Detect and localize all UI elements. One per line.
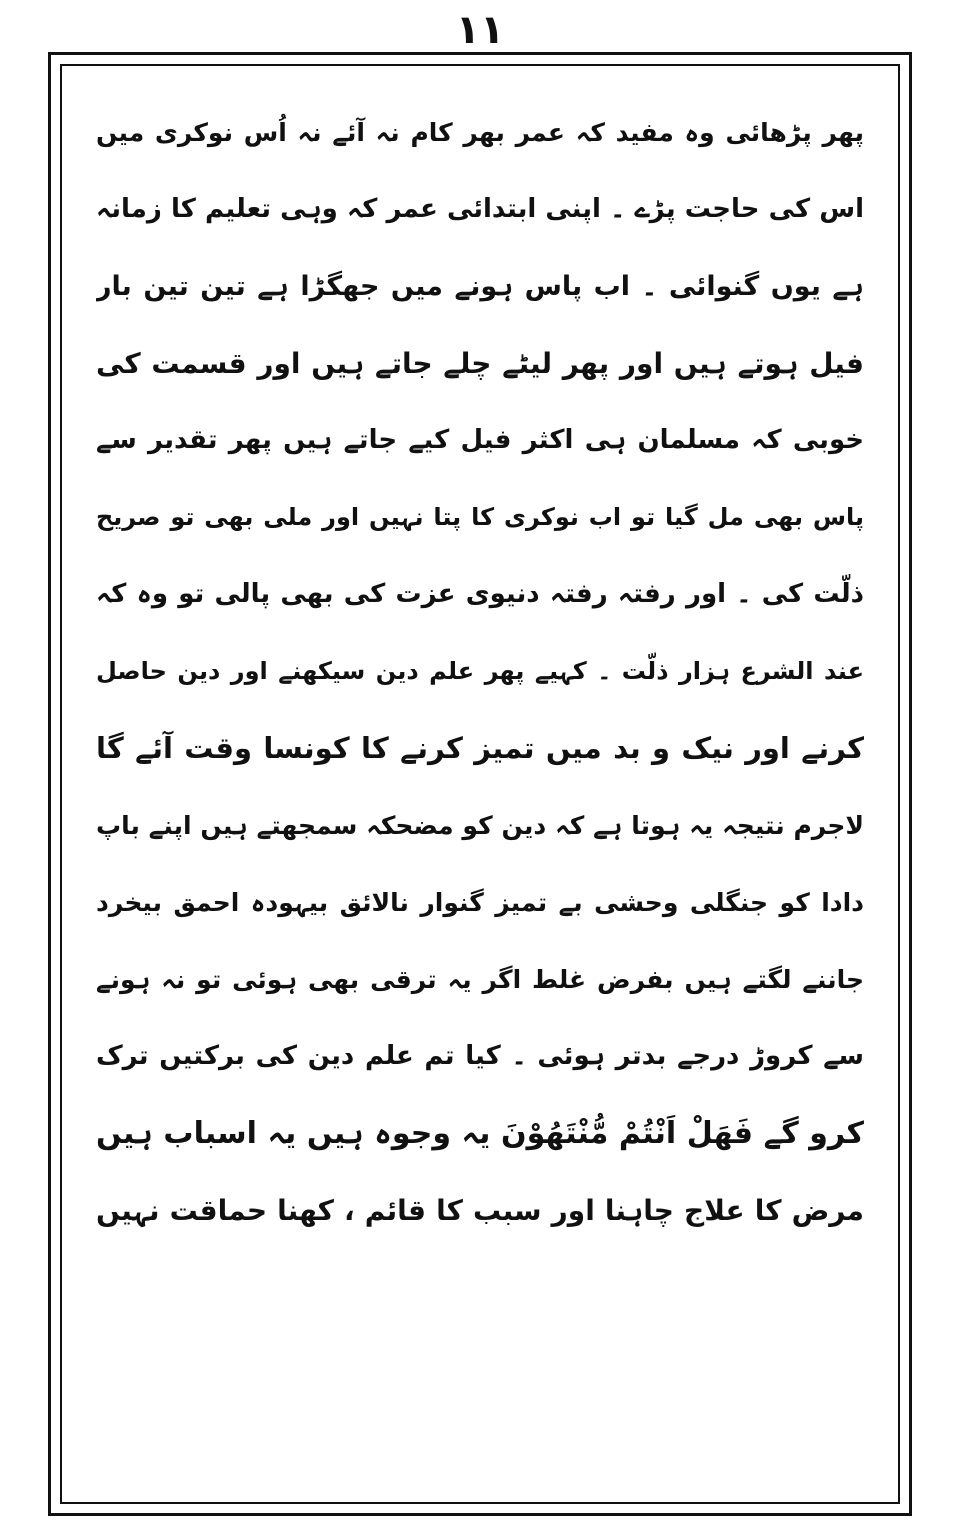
text-line: کرو گے فَهَلْ اَنْتُمْ مُّنْتَهُوْنَ یہ وجوہ ہیں یہ اسباب ہیں bbox=[96, 1116, 864, 1151]
text-line: کرنے اور نیک و بد میں تمیز کرنے کا کونسا وقت آئے گا bbox=[96, 731, 864, 765]
text-line: خوبی کہ مسلمان ہی اکثر فیل کیے جاتے ہیں پھر تقدیر سے bbox=[96, 425, 864, 455]
page-number: ۱۱ bbox=[455, 7, 505, 53]
text-line: جاننے لگتے ہیں بفرض غلط اگر یہ ترقی بھی ہوئی تو نہ ہونے bbox=[96, 965, 864, 994]
text-line: دادا کو جنگلی وحشی بے تمیز گنوار نالائق بیہودہ احمق بیخرد bbox=[96, 888, 864, 917]
text-line: مرض کا علاج چاہنا اور سبب کا قائم ، کھنا حماقت نہیں bbox=[96, 1194, 864, 1227]
text-line: ذلّت کی ۔ اور رفتہ رفتہ دنیوی عزت کی بھی پالی تو وہ کہ bbox=[96, 579, 864, 609]
text-line: ہے یوں گنوائی ۔ اب پاس ہونے میں جھگڑا ہے تین تین بار bbox=[96, 271, 864, 302]
text-line: پاس بھی مل گیا تو اب نوکری کا پتا نہیں اور ملی بھی تو صریح bbox=[96, 503, 864, 531]
text-line: اس کی حاجت پڑے ۔ اپنی ابتدائی عمر کہ وہی تعلیم کا زمانہ bbox=[96, 194, 864, 224]
text-line: سے کروڑ درجے بدتر ہوئی ۔ کیا تم علم دین کی برکتیں ترک bbox=[96, 1041, 864, 1071]
text-line: پھر پڑھائی وہ مفید کہ عمر بھر کام نہ آئے نہ اُس نوکری میں bbox=[96, 118, 864, 147]
text-line: عند الشرع ہزار ذلّت ۔ کہیے پھر علم دین سیکھنے اور دین حاصل bbox=[96, 657, 864, 685]
text-line: فیل ہوتے ہیں اور پھر لیٹے چلے جاتے ہیں اور قسمت کی bbox=[96, 347, 864, 380]
body-text bbox=[96, 94, 864, 1494]
text-line: لاجرم نتیجہ یہ ہوتا ہے کہ دین کو مضحکہ سمجھتے ہیں اپنے باپ bbox=[96, 811, 864, 840]
